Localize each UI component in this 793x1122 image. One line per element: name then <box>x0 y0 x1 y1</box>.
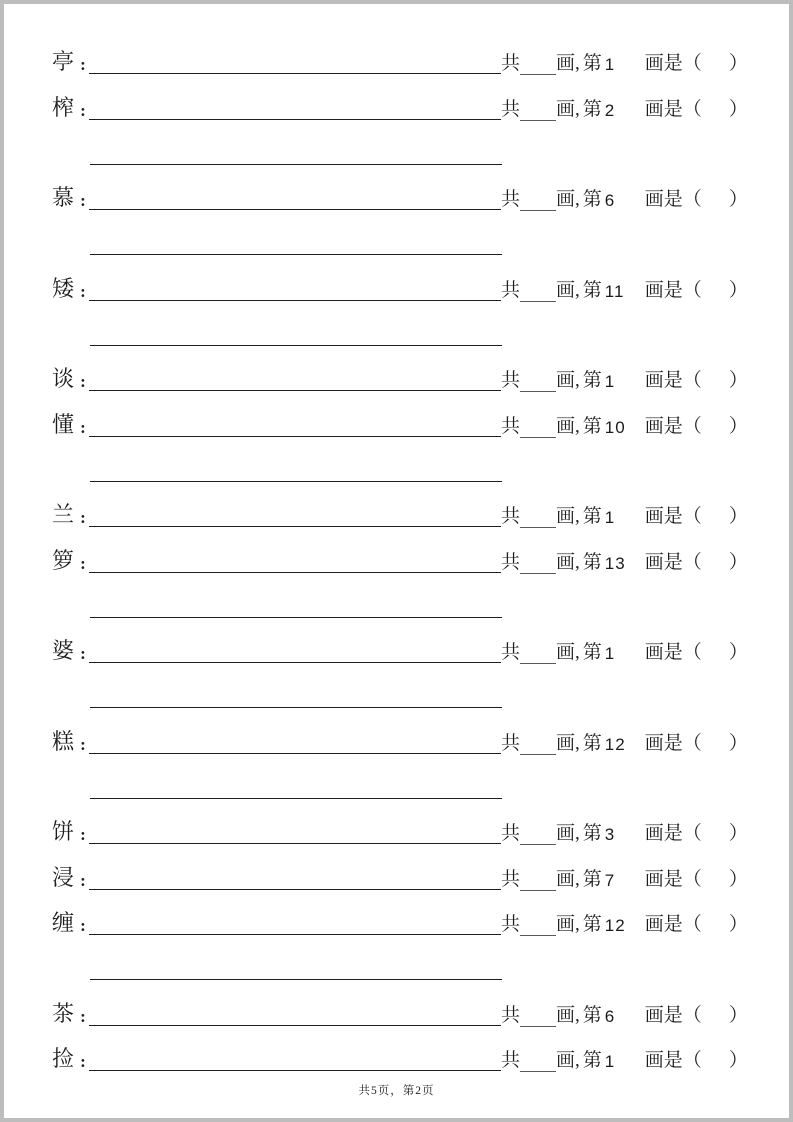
total-strokes-prefix: 共 <box>501 823 521 845</box>
stroke-number: 12 <box>604 734 626 754</box>
character-label: 箩 <box>52 547 75 573</box>
stroke-question <box>501 1006 748 1026</box>
total-strokes-suffix: 画, <box>556 189 580 211</box>
blank-practice-row <box>4 301 789 346</box>
character-label: 榨 <box>52 94 75 120</box>
stroke-question <box>501 553 748 573</box>
close-paren: ） <box>728 732 748 754</box>
ordinal-prefix: 第 <box>582 370 602 392</box>
total-strokes-suffix: 画, <box>556 506 580 528</box>
ordinal-prefix: 第 <box>582 868 602 890</box>
practice-writing-line <box>90 164 502 165</box>
blank-practice-row <box>4 210 789 255</box>
total-strokes-prefix: 共 <box>501 370 521 392</box>
total-strokes-prefix: 共 <box>501 506 521 528</box>
stroke-question <box>501 734 748 754</box>
practice-writing-line <box>90 798 502 799</box>
stroke-number: 1 <box>604 508 616 528</box>
close-paren: ） <box>728 279 748 301</box>
close-paren: ） <box>728 1004 748 1026</box>
total-strokes-blank <box>520 74 556 75</box>
blank-practice-row <box>4 935 789 980</box>
close-paren: ） <box>728 98 748 120</box>
blank-practice-row <box>4 573 789 618</box>
colon-separator: : <box>80 281 86 301</box>
practice-writing-line <box>90 617 502 618</box>
stroke-question <box>501 507 748 527</box>
total-strokes-prefix: 共 <box>501 98 521 120</box>
practice-writing-line <box>89 390 501 391</box>
practice-writing-line <box>89 436 501 437</box>
colon-separator: : <box>80 825 86 845</box>
character-label: 茶 <box>52 1000 75 1026</box>
total-strokes-suffix: 画, <box>556 868 580 890</box>
ordinal-prefix: 第 <box>582 279 602 301</box>
total-strokes-suffix: 画, <box>556 551 580 573</box>
blank-practice-row <box>4 663 789 708</box>
ordinal-prefix: 第 <box>582 506 602 528</box>
total-strokes-suffix: 画, <box>556 913 580 935</box>
total-strokes-suffix: 画, <box>556 732 580 754</box>
practice-writing-line <box>89 119 501 120</box>
stroke-question <box>501 54 748 74</box>
ordinal-suffix: 画是（ <box>644 189 702 211</box>
total-strokes-prefix: 共 <box>501 1004 521 1026</box>
stroke-question <box>501 643 748 663</box>
stroke-number: 2 <box>604 100 616 120</box>
worksheet-row <box>4 844 789 889</box>
total-strokes-suffix: 画, <box>556 415 580 437</box>
practice-writing-line <box>89 572 501 573</box>
stroke-number: 3 <box>604 825 616 845</box>
character-label: 浸 <box>52 864 75 890</box>
practice-writing-line <box>89 889 501 890</box>
ordinal-suffix: 画是（ <box>644 642 702 664</box>
stroke-number: 1 <box>604 55 616 75</box>
stroke-number: 1 <box>604 1051 616 1071</box>
total-strokes-suffix: 画, <box>556 642 580 664</box>
ordinal-prefix: 第 <box>582 823 602 845</box>
total-strokes-prefix: 共 <box>501 415 521 437</box>
ordinal-suffix: 画是（ <box>644 506 702 528</box>
stroke-number: 1 <box>604 644 616 664</box>
total-strokes-blank <box>520 1026 556 1027</box>
practice-writing-line <box>89 209 501 210</box>
practice-writing-line <box>89 662 501 663</box>
stroke-question <box>501 281 748 301</box>
ordinal-prefix: 第 <box>582 189 602 211</box>
stroke-question <box>501 1051 748 1071</box>
stroke-number: 1 <box>604 372 616 392</box>
ordinal-suffix: 画是（ <box>644 98 702 120</box>
total-strokes-blank <box>520 935 556 936</box>
page-footer: 共5页，第2页 <box>358 1085 435 1097</box>
stroke-question <box>501 915 748 935</box>
ordinal-suffix: 画是（ <box>644 551 702 573</box>
total-strokes-blank <box>520 391 556 392</box>
total-strokes-blank <box>520 1071 556 1072</box>
total-strokes-prefix: 共 <box>501 53 521 75</box>
worksheet-body <box>4 4 789 1071</box>
close-paren: ） <box>728 551 748 573</box>
character-label: 兰 <box>52 502 75 528</box>
ordinal-prefix: 第 <box>582 415 602 437</box>
total-strokes-prefix: 共 <box>501 642 521 664</box>
total-strokes-suffix: 画, <box>556 823 580 845</box>
total-strokes-blank <box>520 573 556 574</box>
colon-separator: : <box>80 508 86 528</box>
stroke-question <box>501 190 748 210</box>
close-paren: ） <box>728 53 748 75</box>
practice-writing-line <box>90 979 502 980</box>
colon-separator: : <box>80 644 86 664</box>
worksheet-row <box>4 74 789 119</box>
total-strokes-blank <box>520 844 556 845</box>
colon-separator: : <box>80 1051 86 1071</box>
character-label: 缠 <box>52 909 75 935</box>
practice-writing-line <box>90 481 502 482</box>
total-strokes-prefix: 共 <box>501 189 521 211</box>
worksheet-row <box>4 980 789 1025</box>
ordinal-suffix: 画是（ <box>644 415 702 437</box>
stroke-question <box>501 371 748 391</box>
ordinal-prefix: 第 <box>582 551 602 573</box>
colon-separator: : <box>80 915 86 935</box>
colon-separator: : <box>80 191 86 211</box>
colon-separator: : <box>80 55 86 75</box>
ordinal-suffix: 画是（ <box>644 868 702 890</box>
total-strokes-prefix: 共 <box>501 1049 521 1071</box>
character-label: 亭 <box>52 49 75 75</box>
close-paren: ） <box>728 415 748 437</box>
ordinal-prefix: 第 <box>582 1049 602 1071</box>
close-paren: ） <box>728 1049 748 1071</box>
practice-writing-line <box>89 526 501 527</box>
stroke-number: 13 <box>604 553 626 573</box>
ordinal-suffix: 画是（ <box>644 913 702 935</box>
total-strokes-suffix: 画, <box>556 1004 580 1026</box>
practice-writing-line <box>89 843 501 844</box>
stroke-question <box>501 417 748 437</box>
worksheet-row <box>4 799 789 844</box>
practice-writing-line <box>89 934 501 935</box>
ordinal-suffix: 画是（ <box>644 370 702 392</box>
colon-separator: : <box>80 553 86 573</box>
practice-writing-line <box>90 345 502 346</box>
worksheet-row <box>4 1026 789 1071</box>
practice-writing-line <box>89 73 501 74</box>
worksheet-row <box>4 890 789 935</box>
character-label: 矮 <box>52 275 75 301</box>
character-label: 婆 <box>52 638 75 664</box>
colon-separator: : <box>80 372 86 392</box>
colon-separator: : <box>80 870 86 890</box>
total-strokes-blank <box>520 527 556 528</box>
worksheet-row <box>4 29 789 74</box>
ordinal-suffix: 画是（ <box>644 279 702 301</box>
stroke-number: 12 <box>604 915 626 935</box>
close-paren: ） <box>728 642 748 664</box>
character-label: 饼 <box>52 819 75 845</box>
worksheet-row <box>4 391 789 436</box>
practice-writing-line <box>89 300 501 301</box>
ordinal-prefix: 第 <box>582 913 602 935</box>
worksheet-row <box>4 165 789 210</box>
stroke-number: 6 <box>604 1006 616 1026</box>
practice-writing-line <box>89 1025 501 1026</box>
worksheet-row <box>4 346 789 391</box>
blank-practice-row <box>4 437 789 482</box>
ordinal-prefix: 第 <box>582 53 602 75</box>
worksheet-row <box>4 618 789 663</box>
total-strokes-prefix: 共 <box>501 732 521 754</box>
close-paren: ） <box>728 370 748 392</box>
total-strokes-suffix: 画, <box>556 53 580 75</box>
close-paren: ） <box>728 913 748 935</box>
character-label: 慕 <box>52 185 75 211</box>
close-paren: ） <box>728 506 748 528</box>
colon-separator: : <box>80 734 86 754</box>
ordinal-suffix: 画是（ <box>644 1004 702 1026</box>
total-strokes-blank <box>520 120 556 121</box>
practice-writing-line <box>89 753 501 754</box>
character-label: 糕 <box>52 728 75 754</box>
colon-separator: : <box>80 1006 86 1026</box>
total-strokes-prefix: 共 <box>501 868 521 890</box>
blank-practice-row <box>4 754 789 799</box>
character-label: 懂 <box>52 411 75 437</box>
stroke-question <box>501 870 748 890</box>
ordinal-suffix: 画是（ <box>644 823 702 845</box>
total-strokes-blank <box>520 437 556 438</box>
ordinal-prefix: 第 <box>582 642 602 664</box>
total-strokes-suffix: 画, <box>556 370 580 392</box>
ordinal-suffix: 画是（ <box>644 1049 702 1071</box>
stroke-number: 7 <box>604 870 616 890</box>
total-strokes-blank <box>520 890 556 891</box>
worksheet-row <box>4 527 789 572</box>
stroke-number: 6 <box>604 191 616 211</box>
ordinal-suffix: 画是（ <box>644 732 702 754</box>
total-strokes-blank <box>520 663 556 664</box>
stroke-number: 10 <box>604 417 626 437</box>
colon-separator: : <box>80 417 86 437</box>
worksheet-row <box>4 708 789 753</box>
total-strokes-suffix: 画, <box>556 1049 580 1071</box>
total-strokes-blank <box>520 754 556 755</box>
stroke-number: 11 <box>604 281 625 301</box>
practice-writing-line <box>89 1070 501 1071</box>
close-paren: ） <box>728 189 748 211</box>
ordinal-prefix: 第 <box>582 1004 602 1026</box>
total-strokes-suffix: 画, <box>556 279 580 301</box>
character-label: 谈 <box>52 366 75 392</box>
total-strokes-prefix: 共 <box>501 279 521 301</box>
practice-writing-line <box>90 707 502 708</box>
worksheet-row <box>4 255 789 300</box>
total-strokes-prefix: 共 <box>501 913 521 935</box>
close-paren: ） <box>728 823 748 845</box>
total-strokes-blank <box>520 210 556 211</box>
ordinal-prefix: 第 <box>582 98 602 120</box>
close-paren: ） <box>728 868 748 890</box>
total-strokes-suffix: 画, <box>556 98 580 120</box>
stroke-question <box>501 824 748 844</box>
colon-separator: : <box>80 100 86 120</box>
total-strokes-prefix: 共 <box>501 551 521 573</box>
ordinal-suffix: 画是（ <box>644 53 702 75</box>
practice-writing-line <box>90 254 502 255</box>
blank-practice-row <box>4 120 789 165</box>
stroke-question <box>501 100 748 120</box>
total-strokes-blank <box>520 301 556 302</box>
character-label: 捡 <box>52 1045 75 1071</box>
ordinal-prefix: 第 <box>582 732 602 754</box>
worksheet-row <box>4 482 789 527</box>
